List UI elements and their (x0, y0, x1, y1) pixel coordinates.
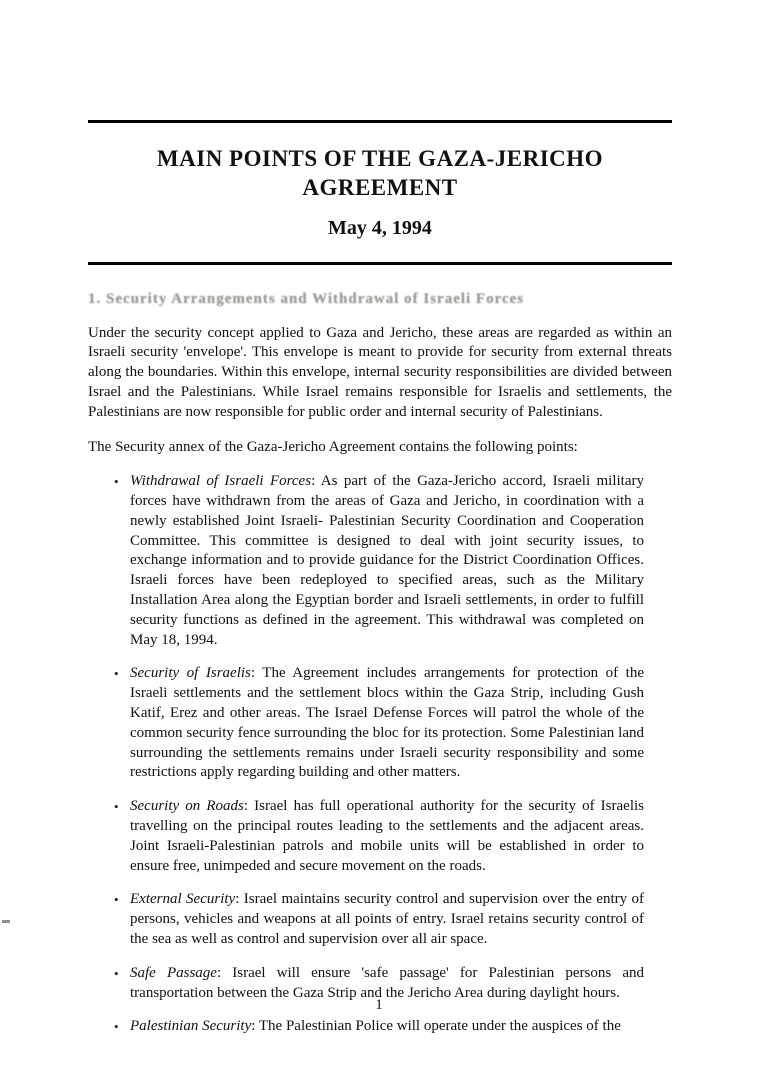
page-number: 1 (375, 997, 383, 1013)
bullet-icon: • (114, 1019, 119, 1035)
page-title (88, 145, 672, 203)
bullet-icon: • (114, 965, 119, 981)
bullet-icon: • (114, 666, 119, 682)
annex-paragraph: The Security annex of the Gaza-Jericho Agreement contains the following points: (88, 439, 578, 456)
bullet-lead: Withdrawal of Israeli Forces (130, 473, 312, 490)
intro-paragraph: Under the security concept applied to Gaza and Jericho, these areas are regarded as within an Israeli security 'envelope'. This envelope is meant to provide for security from external threats along the boundaries. Within this envelope, internal security responsibilities are divided between Israel and the Palestinians. While Israel remains responsible for Israelis and settlements, the Palestinians are now responsible for public order and internal security of Palestinians. (88, 324, 672, 420)
bullet-text: : As part of the Gaza-Jericho accord, Israeli military forces have withdrawn from the areas of Gaza and Jericho, in coordination with a newly established Joint Israeli- Palestinian Security Coordination and Cooperation Committee. This committee is designed to deal with joint security issues, to exchange information and to provide guidance for the District Coordination Offices. Israeli forces have been redeployed to specified areas, such as the Military Installation Area along the Egyptian border and Israeli settlements, in order to fulfill security functions as defined in the agreement. This withdrawal was completed on May 18, 1994. (130, 473, 644, 648)
bullet-icon: • (114, 892, 119, 908)
bullet-icon: • (114, 474, 119, 490)
bullet-text: : The Agreement includes arrangements for protection of the Israeli settlements and the settlement blocs within the Gaza Strip, including Gush Katif, Erez and other areas. The Israel Defense Forces will patrol the whole of the common security fence surrounding the bloc for its protection. Some Palestinian land surrounding the settlements remains under Israeli security responsibility and some restrictions apply regarding building and other matters. (130, 665, 644, 781)
section-heading: 1. Security Arrangements and Withdrawal of Israeli Forces (88, 290, 525, 307)
bullet-lead: Safe Passage (130, 964, 217, 981)
bullet-lead: Security on Roads (130, 798, 244, 815)
list-item (114, 890, 645, 949)
bullet-text: : Israel has full operational authority for the security of Israelis travelling on the principal routes leading to the settlements and the adjacent areas. Joint Israeli-Palestinian patrols and mobile units will be established in order to ensure free, unimpeded and secure movement on the roads. (130, 798, 644, 874)
bullet-lead: Palestinian Security (130, 1018, 252, 1035)
title-line-2: AGREEMENT (302, 174, 458, 200)
title-line-1: MAIN POINTS OF THE GAZA-JERICHO (156, 146, 604, 171)
list-item (114, 797, 644, 876)
bullet-icon: • (114, 799, 119, 815)
top-rule (88, 120, 672, 123)
bullet-text: : Israel maintains security control and supervision over the entry of persons, vehicles and weapons at all points of entry. Israel retains security control of the sea as well as control and supervision over all air space. (130, 891, 645, 948)
list-item (114, 472, 644, 650)
divider-rule (88, 262, 672, 265)
bullet-lead: Security of Israelis (130, 665, 251, 682)
page-content (88, 0, 672, 1051)
security-points-list (88, 472, 672, 1037)
bullet-text: : The Palestinian Police will operate under the auspices of the (251, 1018, 621, 1035)
scan-artifact-mark (2, 920, 10, 923)
list-item (114, 1017, 644, 1037)
bullet-lead: External Security (130, 891, 236, 908)
list-item (114, 664, 644, 783)
bullet-text: : Israel will ensure 'safe passage' for Palestinian persons and transportation between the Gaza Strip and the Jericho Area during daylight hours. (130, 964, 644, 1001)
document-date: May 4, 1994 (328, 216, 432, 239)
